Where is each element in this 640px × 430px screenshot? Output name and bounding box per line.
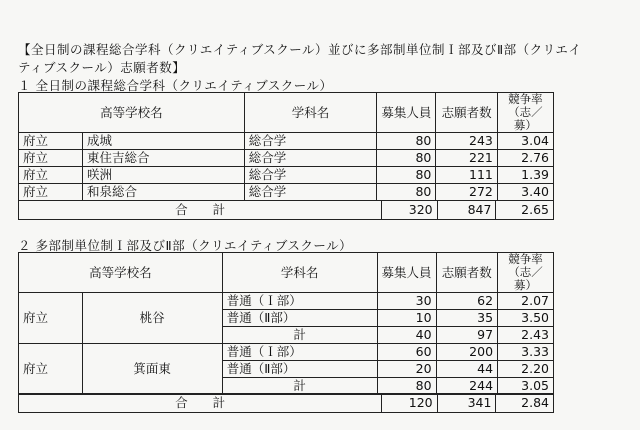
document-heading-line2: ティブスクール）志願者数】	[18, 60, 186, 75]
applicants-cell: 35	[436, 310, 497, 327]
header-capacity: 募集人員	[377, 253, 436, 293]
header-ratio: 競争率 （志／募）	[498, 253, 554, 293]
header-applicants: 志願者数	[436, 93, 497, 133]
total-ratio: 2.84	[496, 394, 554, 413]
school-name-cell: 箕面東	[82, 344, 222, 395]
section2-header-row	[19, 253, 554, 293]
school-name-cell: 桃谷	[82, 293, 222, 344]
capacity-cell: 10	[377, 310, 436, 327]
capacity-cell: 80	[377, 184, 436, 201]
section1-title: １ 全日制の課程総合学科（クリエイティブスクール）	[18, 78, 333, 93]
header-school: 高等学校名	[19, 253, 223, 293]
ratio-cell: 2.43	[498, 327, 554, 344]
subtotal-label: 計	[222, 378, 377, 395]
total-capacity: 120	[382, 394, 437, 413]
capacity-cell: 30	[377, 293, 436, 310]
applicants-cell: 62	[436, 293, 497, 310]
applicants-cell: 97	[436, 327, 497, 344]
department-cell: 総合学	[244, 184, 377, 201]
ratio-cell: 1.39	[497, 167, 553, 184]
total-capacity: 320	[382, 201, 437, 220]
table-row	[19, 344, 554, 361]
header-school: 高等学校名	[19, 93, 245, 133]
header-dept: 学科名	[244, 93, 377, 133]
capacity-cell: 60	[377, 344, 436, 361]
table-row	[19, 133, 554, 150]
department-cell: 総合学	[244, 150, 377, 167]
applicants-cell: 111	[436, 167, 497, 184]
ratio-cell: 3.50	[498, 310, 554, 327]
ratio-cell: 3.33	[498, 344, 554, 361]
capacity-cell: 80	[377, 133, 436, 150]
total-applicants: 847	[437, 201, 496, 220]
capacity-cell: 80	[377, 378, 436, 395]
header-applicants: 志願者数	[436, 253, 497, 293]
prefecture-cell: 府立	[19, 344, 83, 395]
section1-table	[18, 92, 554, 201]
table-row	[19, 293, 554, 310]
applicants-cell: 200	[436, 344, 497, 361]
ratio-cell: 3.40	[497, 184, 553, 201]
department-cell: 総合学	[244, 133, 377, 150]
section2-total-row	[19, 394, 554, 413]
header-dept: 学科名	[222, 253, 377, 293]
section1-total-table	[18, 200, 554, 220]
ratio-cell: 3.04	[497, 133, 553, 150]
total-ratio: 2.65	[496, 201, 554, 220]
department-cell: 普通（Ⅱ部）	[222, 310, 377, 327]
applicants-cell: 244	[436, 378, 497, 395]
school-name-cell: 成城	[82, 133, 244, 150]
prefecture-cell: 府立	[19, 150, 83, 167]
ratio-cell: 3.05	[498, 378, 554, 395]
school-name-cell: 和泉総合	[82, 184, 244, 201]
header-ratio: 競争率 （志／募）	[497, 93, 553, 133]
applicants-cell: 44	[436, 361, 497, 378]
prefecture-cell: 府立	[19, 167, 83, 184]
total-applicants: 341	[437, 394, 496, 413]
prefecture-cell: 府立	[19, 133, 83, 150]
capacity-cell: 80	[377, 150, 436, 167]
department-cell: 普通（Ｉ部）	[222, 293, 377, 310]
section2-title: ２ 多部制単位制Ｉ部及びⅡ部（クリエイティブスクール）	[18, 238, 353, 253]
section2-total-table	[18, 393, 554, 413]
ratio-cell: 2.07	[498, 293, 554, 310]
school-name-cell: 東住吉総合	[82, 150, 244, 167]
department-cell: 普通（Ｉ部）	[222, 344, 377, 361]
applicants-cell: 272	[436, 184, 497, 201]
applicants-cell: 221	[436, 150, 497, 167]
total-label: 合 計	[19, 201, 382, 220]
header-capacity: 募集人員	[377, 93, 436, 133]
department-cell: 普通（Ⅱ部）	[222, 361, 377, 378]
section2-table	[18, 252, 554, 395]
table-row	[19, 167, 554, 184]
prefecture-cell: 府立	[19, 293, 83, 344]
capacity-cell: 40	[377, 327, 436, 344]
section1-header-row	[19, 93, 554, 133]
capacity-cell: 20	[377, 361, 436, 378]
school-name-cell: 咲洲	[82, 167, 244, 184]
document-heading-line1: 【全日制の課程総合学科（クリエイティブスクール）並びに多部制単位制Ｉ部及びⅡ部（クリエイ	[18, 42, 582, 57]
table-row	[19, 150, 554, 167]
ratio-cell: 2.76	[497, 150, 553, 167]
ratio-cell: 2.20	[498, 361, 554, 378]
total-label: 合 計	[19, 394, 382, 413]
department-cell: 総合学	[244, 167, 377, 184]
section1-total-row	[19, 201, 554, 220]
prefecture-cell: 府立	[19, 184, 83, 201]
table-row	[19, 184, 554, 201]
subtotal-label: 計	[222, 327, 377, 344]
applicants-cell: 243	[436, 133, 497, 150]
capacity-cell: 80	[377, 167, 436, 184]
